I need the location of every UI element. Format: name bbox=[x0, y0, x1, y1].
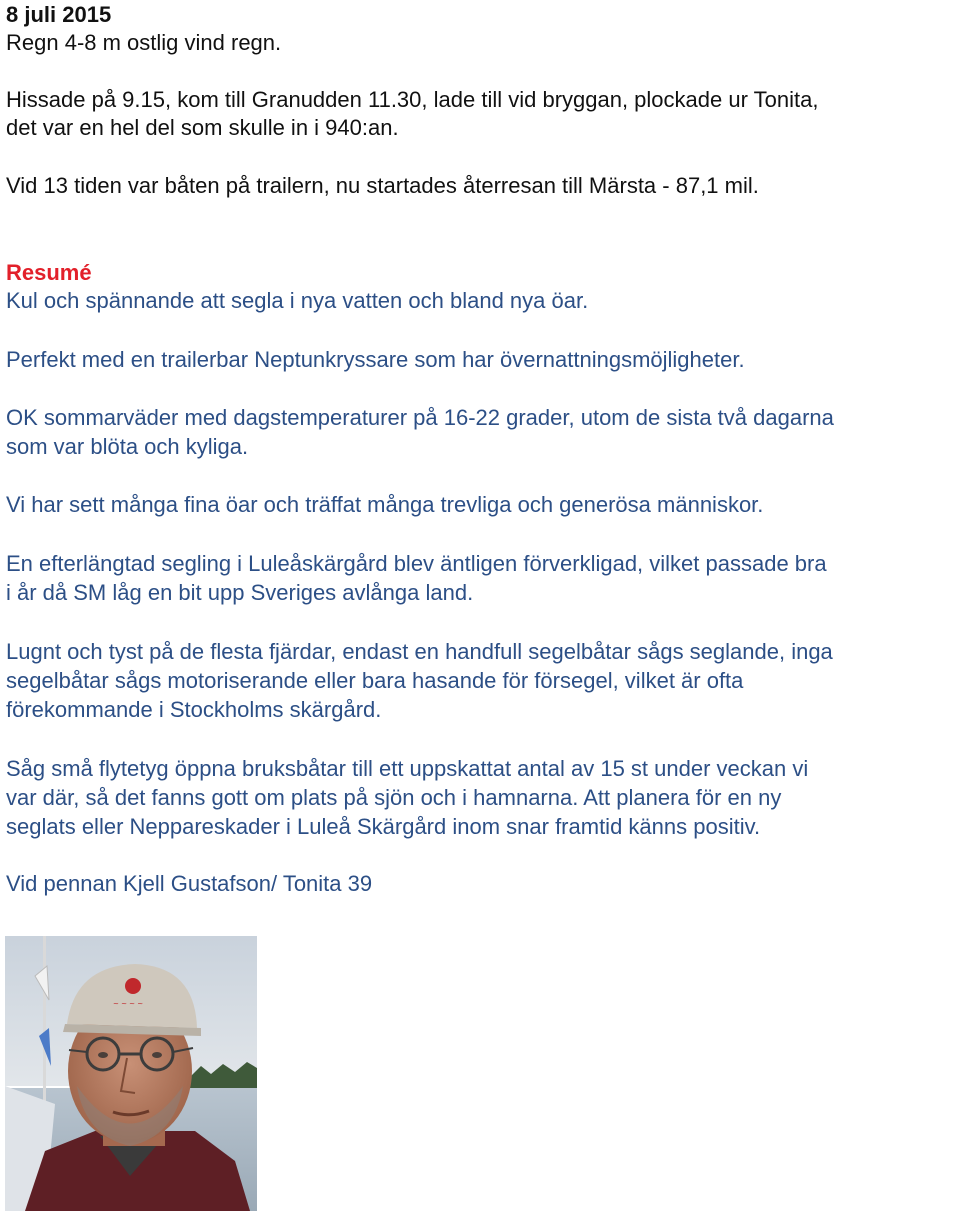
resume-paragraph-3-line-1: OK sommarväder med dagstemperaturer på 16-22 grader, utom de sista två dagarna bbox=[6, 405, 834, 430]
closing-paragraph-1-line-3: förekommande i Stockholms skärgård. bbox=[6, 697, 382, 722]
entry-date: 8 juli 2015 bbox=[6, 2, 112, 27]
resume-paragraph-4: Vi har sett många fina öar och träffat många trevliga och generösa människor. bbox=[6, 492, 764, 517]
entry-paragraph-1-line-1: Hissade på 9.15, kom till Granudden 11.30, lade till vid bryggan, plockade ur Tonita, bbox=[6, 87, 819, 112]
signature-line: Vid pennan Kjell Gustafson/ Tonita 39 bbox=[6, 871, 373, 896]
resume-paragraph-1: Kul och spännande att segla i nya vatten och bland nya öar. bbox=[6, 288, 589, 313]
entry-paragraph-2: Vid 13 tiden var båten på trailern, nu startades återresan till Märsta - 87,1 mil. bbox=[6, 173, 759, 198]
resume-paragraph-5-line-1: En efterlängtad segling i Luleåskärgård blev äntligen förverkligad, vilket passade bra bbox=[6, 551, 827, 576]
author-photo bbox=[5, 936, 257, 1211]
resume-paragraph-3-line-2: som var blöta och kyliga. bbox=[6, 434, 249, 459]
entry-paragraph-1-line-2: det var en hel del som skulle in i 940:an. bbox=[6, 115, 399, 140]
resume-paragraph-5-line-2: i år då SM låg en bit upp Sveriges avlånga land. bbox=[6, 580, 474, 605]
resume-heading: Resumé bbox=[6, 260, 92, 285]
closing-paragraph-1-line-1: Lugnt och tyst på de flesta fjärdar, endast en handfull segelbåtar sågs seglande, inga bbox=[6, 639, 833, 664]
weather-line: Regn 4-8 m ostlig vind regn. bbox=[6, 30, 282, 55]
closing-paragraph-2-line-2: var där, så det fanns gott om plats på sjön och i hamnarna. Att planera för en ny bbox=[6, 785, 782, 810]
resume-paragraph-2: Perfekt med en trailerbar Neptunkryssare som har övernattningsmöjligheter. bbox=[6, 347, 745, 372]
closing-paragraph-2-line-3: seglats eller Neppareskader i Luleå Skärgård inom snar framtid känns positiv. bbox=[6, 814, 761, 839]
closing-paragraph-1-line-2: segelbåtar sågs motoriserande eller bara hasande för försegel, vilket är ofta bbox=[6, 668, 744, 693]
closing-paragraph-2-line-1: Såg små flytetyg öppna bruksbåtar till ett uppskattat antal av 15 st under veckan vi bbox=[6, 756, 809, 781]
svg-text:~ ~ ~ ~: ~ ~ ~ ~ bbox=[113, 1000, 144, 1008]
